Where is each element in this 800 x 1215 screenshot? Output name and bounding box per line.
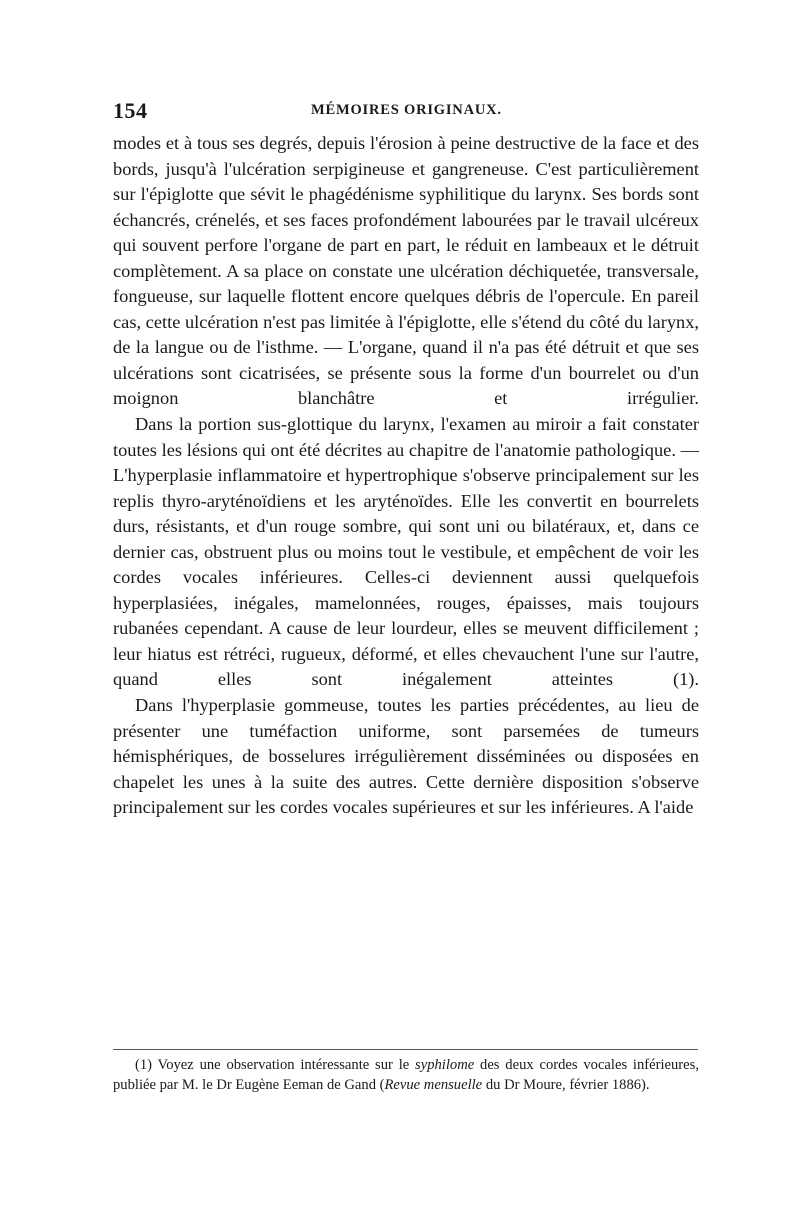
footnote-italic-2: Revue mensuelle: [384, 1077, 483, 1093]
page-header: [113, 98, 698, 128]
page-number: 154: [113, 98, 148, 123]
footnote-rule: [113, 1049, 698, 1050]
running-title: MÉMOIRES ORIGINAUX.: [311, 102, 502, 118]
footnote-part-2: des deux cordes vocales inférieures, publiée par M. le Dr Eugène Eeman de Gand (: [113, 1057, 699, 1093]
body-text: [113, 131, 699, 821]
footnote-part-3: du Dr Moure, février 1886).: [482, 1077, 650, 1093]
paragraph-1: modes et à tous ses degrés, depuis l'érosion à peine destructive de la face et des bords, jusqu'à l'ulcération serpigineuse et gangreneuse. C'est particulièrement sur l'épiglotte que sévit le phagédénisme syphilitique du larynx. Ses bords sont échancrés, crénelés, et ses faces profondément labourées par le travail ulcéreux qui souvent perfore l'organe de part en part, le réduit en lambeaux et le détruit complètement. A sa place on constate une ulcération déchiquetée, transversale, fongueuse, sur laquelle flottent encore quelques débris de l'opercule. En pareil cas, cette ulcération n'est pas limitée à l'épiglotte, elle s'étend du côté du larynx, de la langue ou de l'isthme. — L'organe, quand il n'a pas été détruit et que ses ulcérations sont cicatrisées, se présente sous la forme d'un bourrelet ou d'un moignon blanchâtre et irrégulier.: [113, 133, 699, 409]
footnote-part-1: (1) Voyez une observation intéressante sur le: [135, 1057, 416, 1073]
paragraph-2: Dans la portion sus-glottique du larynx, l'examen au miroir a fait constater toutes les lésions qui ont été décrites au chapitre de l'anatomie pathologique. — L'hyperplasie inflammatoire et hypertrophique s'observe principalement sur les replis thyro-aryténoïdiens et les aryténoïdes. Elle les convertit en bourrelets durs, résistants, et d'un rouge sombre, qui sont uni ou bilatéraux, et, dans ce dernier cas, obstruent plus ou moins tout le vestibule, et empêchent de voir les cordes vocales inférieures. Celles-ci deviennent aussi quelquefois hyperplasiées, inégales, mamelonnées, rouges, épaisses, mais toujours rubanées cependant. A cause de leur lourdeur, elles se meuvent difficilement ; leur hiatus est rétréci, rugueux, déformé, et elles chevauchent l'une sur l'autre, quand elles sont inégalement atteintes (1).: [113, 414, 699, 690]
footnote-text: [113, 1055, 699, 1095]
footnote: [113, 1055, 699, 1095]
paragraph-3: Dans l'hyperplasie gommeuse, toutes les parties précédentes, au lieu de présenter une tuméfaction uniforme, sont parsemées de tumeurs hémisphériques, de bosselures irrégulièrement disséminées ou disposées en chapelet les unes à la suite des autres. Cette dernière disposition s'observe principalement sur les cordes vocales supérieures et sur les inférieures. A l'aide: [113, 695, 699, 818]
footnote-italic-1: syphilome: [415, 1057, 475, 1073]
